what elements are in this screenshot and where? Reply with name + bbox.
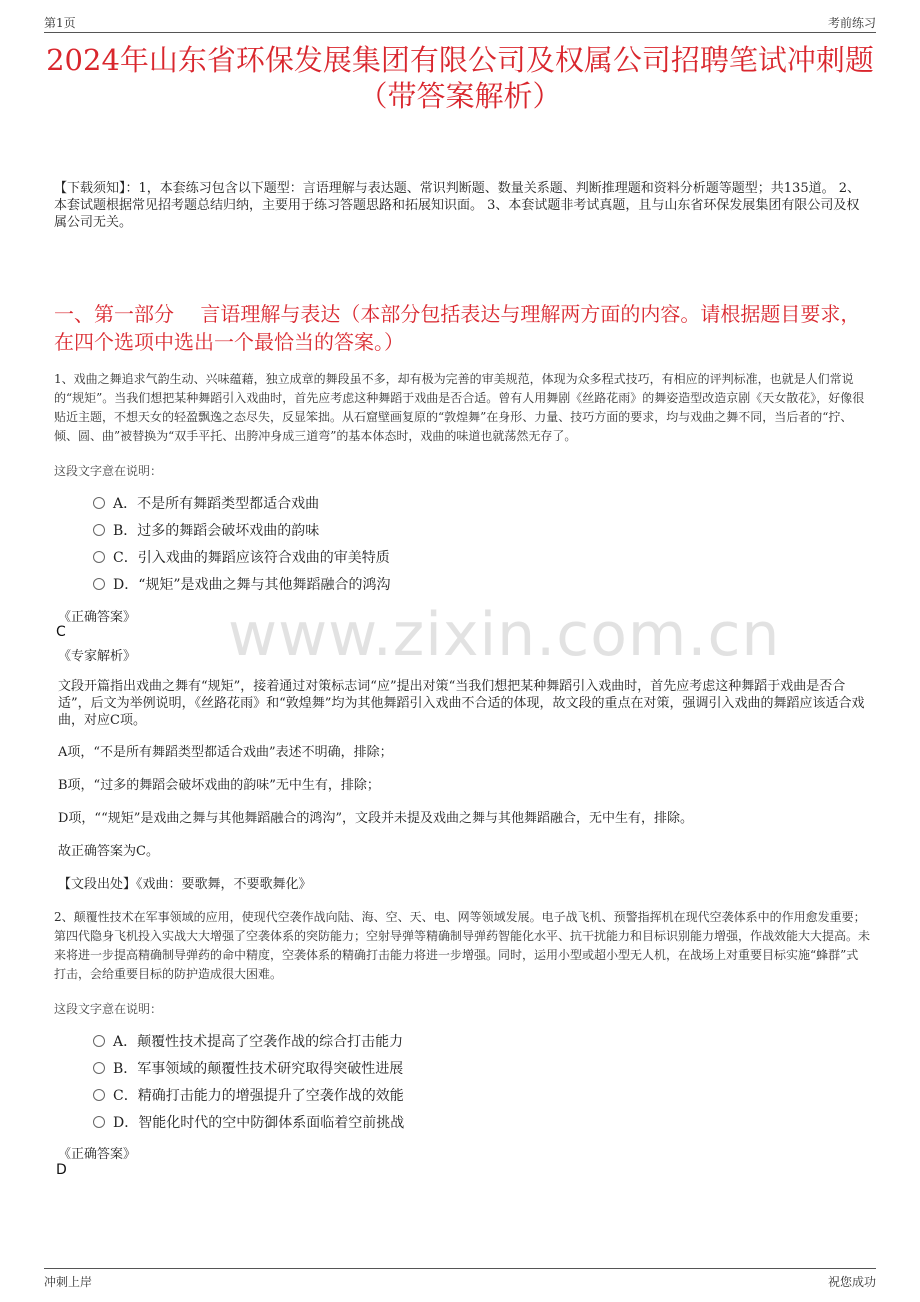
question-2-option-d[interactable]: D．智能化时代的空中防御体系面临着空前挑战 — [93, 1113, 404, 1133]
question-1-analysis-label: 《专家解析》 — [58, 649, 137, 664]
analysis-option-b: B项，“过多的舞蹈会破坏戏曲的韵味”无中生有，排除； — [58, 778, 380, 793]
watermark: www.zixin.com.cn — [228, 600, 781, 670]
page-footer — [44, 1268, 876, 1293]
question-2-option-a[interactable]: A．颠覆性技术提高了空袭作战的综合打击能力 — [93, 1032, 403, 1052]
radio-icon[interactable] — [93, 524, 105, 536]
section-heading: 一、第一部分 言语理解与表达（本部分包括表达与理解两方面的内容。请根据题目要求，在四个选项中选出一个最恰当的答案。） — [54, 302, 861, 354]
question-1-answer: C — [56, 624, 66, 640]
header-right-text: 考前练习 — [827, 16, 876, 30]
page-number: 第1页 — [44, 16, 76, 30]
question-1-option-a[interactable]: A．不是所有舞蹈类型都适合戏曲 — [93, 494, 319, 514]
radio-icon[interactable] — [93, 1035, 105, 1047]
radio-icon[interactable] — [93, 1089, 105, 1101]
analysis-source: 【文段出处】《戏曲：要歌舞，不要歌舞化》 — [58, 877, 312, 892]
analysis-option-d: D项，““规矩”是戏曲之舞与其他舞蹈融合的鸿沟”，文段并未提及戏曲之舞与其他舞蹈融合，无中生有，排除。 — [58, 811, 694, 826]
radio-icon[interactable] — [93, 578, 105, 590]
radio-icon[interactable] — [93, 497, 105, 509]
analysis-conclusion: 故正确答案为C。 — [58, 844, 159, 859]
radio-icon[interactable] — [93, 551, 105, 563]
question-1-text: 1、戏曲之舞追求气韵生动、兴味蕴藉，独立成章的舞段虽不多，却有极为完善的审美规范，体现为众多程式技巧，有相应的评判标准，也就是人们常说的“规矩”。当我们想把某种舞蹈引入戏曲时，首先应考虑这种舞蹈于戏曲是否合适。曾有人用舞剧《丝路花雨》的舞姿造型改造京剧《天女散花》，好像很贴近主题，不想天女的轻盈飘逸之态尽失，反显笨拙。从石窟壁画复原的“敦煌舞”在身形、力量、技巧方面的要求，均与戏曲之舞不同，当后者的“拧、倾、圆、曲”被替换为“双手平托、出胯冲身成三道弯”的基本体态时，戏曲的味道也就荡然无存了。 — [54, 372, 865, 443]
question-2-prompt: 这段文字意在说明： — [54, 1002, 163, 1016]
footer-right-text: 祝您成功 — [827, 1275, 876, 1289]
question-1-option-d[interactable]: D．“规矩”是戏曲之舞与其他舞蹈融合的鸿沟 — [93, 575, 391, 595]
question-1-option-b[interactable]: B．过多的舞蹈会破坏戏曲的韵味 — [93, 521, 319, 541]
question-1-answer-label: 《正确答案》 — [58, 610, 137, 625]
question-1-option-c[interactable]: C．引入戏曲的舞蹈应该符合戏曲的审美特质 — [93, 548, 390, 568]
question-2-answer-label: 《正确答案》 — [58, 1147, 137, 1162]
radio-icon[interactable] — [93, 1062, 105, 1074]
question-2-option-b[interactable]: B．军事领域的颠覆性技术研究取得突破性进展 — [93, 1059, 403, 1079]
analysis-paragraph: 文段开篇指出戏曲之舞有“规矩”，接着通过对策标志词“应”提出对策“当我们想把某种舞蹈引入戏曲时，首先应考虑这种舞蹈于戏曲是否合适”，后文为举例说明，《丝路花雨》和“敦煌舞”均为其他舞蹈引入戏曲不合适的体现，故文段的重点在对策，强调引入戏曲的舞蹈应该适合戏曲，对应C项。 — [58, 679, 865, 728]
radio-icon[interactable] — [93, 1116, 105, 1128]
document-title: 2024年山东省环保发展集团有限公司及权属公司招聘笔试冲刺题（带答案解析） — [46, 43, 874, 113]
download-notice: 【下载须知】：1，本套练习包含以下题型：言语理解与表达题、常识判断题、数量关系题、判断推理题和资料分析题等题型；共135道。 2、本套试题根据常见招考题总结归纳，主要用于练习答题思路和拓展知识面。 3、本套试题非考试真题，且与山东省环保发展集团有限公司及权属公司无关。 — [54, 181, 860, 230]
question-2-option-c[interactable]: C．精确打击能力的增强提升了空袭作战的效能 — [93, 1086, 404, 1106]
question-2-answer: D — [56, 1162, 67, 1178]
analysis-option-a: A项，“不是所有舞蹈类型都适合戏曲”表述不明确，排除； — [58, 745, 393, 760]
question-1-prompt: 这段文字意在说明： — [54, 464, 163, 478]
page-header — [44, 12, 876, 33]
question-2-text: 2、颠覆性技术在军事领域的应用，使现代空袭作战向陆、海、空、天、电、网等领域发展。电子战飞机、预警指挥机在现代空袭体系中的作用愈发重要；第四代隐身飞机投入实战大大增强了空袭体系的突防能力；空射导弹等精确制导弹药智能化水平、抗干扰能力和目标识别能力增强，作战效能大大提高。未来将进一步提高精确制导弹药的命中精度，空袭体系的精确打击能力将进一步增强。同时，运用小型或超小型无人机，在战场上对重要目标实施“蜂群”式打击，会给重要目标的防护造成很大困难。 — [54, 910, 871, 981]
footer-left-text: 冲刺上岸 — [44, 1275, 93, 1289]
